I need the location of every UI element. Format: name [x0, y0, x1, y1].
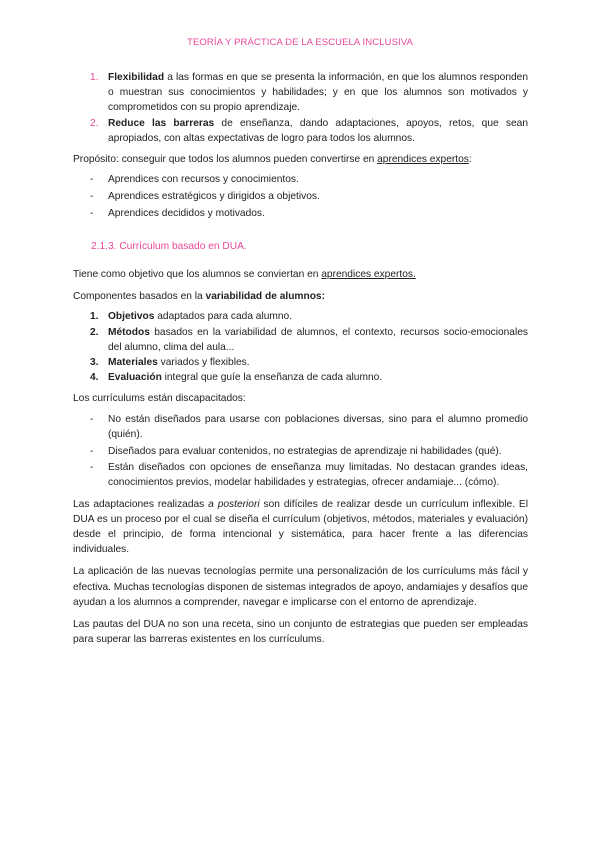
- list-text: de enseñanza, dando adaptaciones, apoyos, retos, que sean apropiados, con altas expectativas de logro para todos los alumnos.: [108, 117, 528, 144]
- objective-paragraph: Tiene como objetivo que los alumnos se conviertan en aprendices expertos.: [73, 269, 416, 281]
- document-body: [73, 70, 528, 648]
- term: Flexibilidad: [108, 72, 165, 83]
- section-heading: 2.1.3. Currículum basado en DUA.: [91, 240, 247, 252]
- purpose-list: [73, 172, 528, 221]
- paragraph-guidelines: Las pautas del DUA no son una receta, sino un conjunto de estrategias que pueden ser empleadas para superar las barreras existentes en los currículums.: [73, 619, 528, 646]
- paragraph-adaptations: Las adaptaciones realizadas a posteriori son difíciles de realizar desde un currículum inflexible. El DUA es un proceso por el cual se diseña el currículum (objetivos, métodos, materiales y evaluación) desde el principio, de forma intencional y sistemática, para hacer frente a las diferencias individuales.: [73, 498, 528, 556]
- purpose-paragraph: Propósito: conseguir que todos los alumnos pueden convertirse en aprendices expertos:: [73, 154, 472, 166]
- list-item: - Aprendices estratégicos y dirigidos a objetivos.: [90, 190, 320, 202]
- list-number: 2.: [90, 117, 99, 129]
- disabled-intro: Los currículums están discapacitados:: [73, 393, 246, 405]
- intro-list: [73, 70, 528, 146]
- list-item: [73, 70, 528, 116]
- list-item: - Aprendices con recursos y conocimientos.: [90, 174, 299, 186]
- page-header: TEORÍA Y PRÁCTICA DE LA ESCUELA INCLUSIVA: [187, 37, 413, 48]
- term: Reduce las barreras: [108, 117, 215, 129]
- list-item: - Aprendices decididos y motivados.: [90, 207, 265, 219]
- list-item: - No están diseñados para usarse con poblaciones diversas, sino para el alumno promedio (quién).: [90, 413, 528, 440]
- disabled-list: [73, 412, 528, 491]
- underlined-term: aprendices expertos: [377, 154, 469, 166]
- list-item: 1. Objetivos adaptados para cada alumno.: [90, 311, 293, 323]
- list-item: - Están diseñados con opciones de enseñanza muy limitadas. No destacan grandes ideas, conocimientos previos, modelar habilidades y estrategias, ofrecer andamiaje... (cómo).: [90, 462, 528, 489]
- underlined-term: aprendices expertos.: [321, 269, 416, 281]
- components-paragraph: Componentes basados en la variabilidad de alumnos:: [73, 291, 325, 303]
- paragraph-technologies: La aplicación de las nuevas tecnologías permite una personalización de los currículums más fácil y efectiva. Muchas tecnologías disponen de sistemas integrados de apoyo, andamiajes y desafíos que ayudan a los alumnos a comprender, navegar e implicarse con el entorno de aprendizaje.: [73, 566, 528, 608]
- list-number: 1.: [90, 72, 99, 83]
- list-item: [73, 116, 528, 146]
- list-text: a las formas en que se presenta la información, en que los alumnos responden o muestran sus conocimientos y habilidades; y en que los alumnos son motivados y comprometidos con su propio aprendizaje.: [108, 72, 528, 114]
- components-list: [73, 309, 528, 385]
- list-item: 4. Evaluación integral que guíe la enseñanza de cada alumno.: [90, 372, 383, 384]
- bold-term: variabilidad de alumnos:: [205, 291, 325, 303]
- italic-term: a posteriori: [208, 498, 260, 510]
- list-item: 3. Materiales variados y flexibles.: [90, 357, 250, 369]
- list-item: 2. Métodos basados en la variabilidad de alumnos, el contexto, recursos socio-emocionales del alumno, clima del aula...: [90, 326, 528, 353]
- list-item: - Diseñados para evaluar contenidos, no estrategias de aprendizaje ni habilidades (qué).: [90, 445, 502, 457]
